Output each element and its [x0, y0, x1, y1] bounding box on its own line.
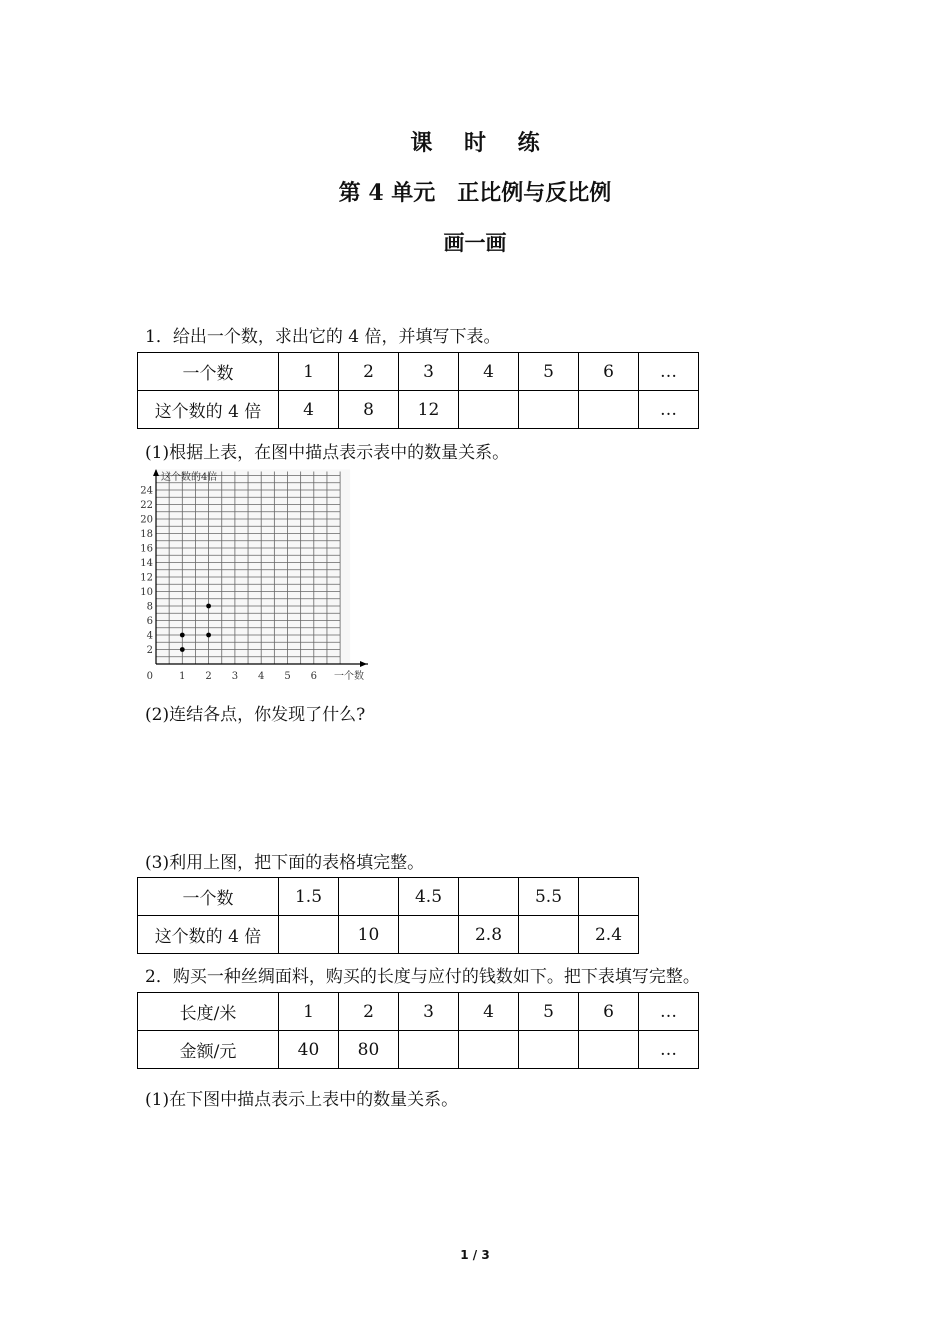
- question-1-sub-1: (1)根据上表，在图中描点表示表中的数量关系。: [145, 443, 510, 463]
- table-cell: [519, 916, 579, 954]
- table-cell: [399, 1031, 459, 1069]
- data-point: [180, 633, 185, 638]
- x-axis-arrow: [360, 661, 367, 667]
- table-cell: 这个数的 4 倍: [138, 391, 279, 429]
- page-title: 课 时 练: [410, 130, 540, 156]
- table-cell: [579, 391, 639, 429]
- x-tick-label: 4: [258, 671, 265, 682]
- table-cell: …: [639, 1031, 699, 1069]
- table-cell: 3: [399, 993, 459, 1031]
- table-cell: 6: [579, 993, 639, 1031]
- origin-label: 0: [146, 671, 153, 682]
- table-cell: 3: [399, 353, 459, 391]
- table-cell: 5: [519, 993, 579, 1031]
- x-tick-label: 2: [205, 671, 212, 682]
- table-cell: 2.4: [579, 916, 639, 954]
- x-tick-label: 3: [231, 671, 239, 682]
- table-cell: 2: [339, 353, 399, 391]
- table-cell: 长度/米: [138, 993, 279, 1031]
- table-row: [138, 1031, 699, 1069]
- table-cell: 4: [459, 353, 519, 391]
- y-tick-label: 18: [140, 529, 153, 540]
- table-cell: 40: [279, 1031, 339, 1069]
- table-cell: …: [639, 391, 699, 429]
- table-cell: [339, 878, 399, 916]
- table-cell: 4: [279, 391, 339, 429]
- y-tick-label: 24: [140, 485, 153, 497]
- question-2-text: 2．购买一种丝绸面料，购买的长度与应付的钱数如下。把下表填写完整。: [145, 967, 700, 987]
- table-cell: 5.5: [519, 878, 579, 916]
- x-tick-label: 6: [310, 671, 317, 682]
- y-tick-label: 2: [146, 645, 153, 656]
- question-1-table: [137, 352, 699, 429]
- x-axis-label: 一个数: [334, 671, 364, 682]
- question-1-text: 1．给出一个数，求出它的 4 倍，并填写下表。: [145, 327, 501, 347]
- question-2-table: [137, 992, 699, 1069]
- table-cell: [579, 1031, 639, 1069]
- lesson-title: 画一画: [443, 230, 507, 255]
- y-tick-label: 14: [140, 558, 153, 569]
- table-cell: 一个数: [138, 878, 279, 916]
- unit-title: 第 4 单元 正比例与反比例: [338, 180, 612, 206]
- table-cell: [579, 878, 639, 916]
- y-tick-label: 16: [140, 543, 153, 555]
- question-1-sub-2: (2)连结各点，你发现了什么?: [145, 705, 366, 725]
- page-number: 1 / 3: [460, 1248, 490, 1262]
- y-axis-label: 这个数的4倍: [161, 472, 218, 483]
- y-tick-label: 4: [146, 630, 153, 642]
- table-cell: [519, 391, 579, 429]
- table-cell: 4.5: [399, 878, 459, 916]
- table-cell: 10: [339, 916, 399, 954]
- table-cell: 8: [339, 391, 399, 429]
- table-cell: 一个数: [138, 353, 279, 391]
- table-cell: [459, 391, 519, 429]
- table-cell: 1: [279, 993, 339, 1031]
- table-cell: 12: [399, 391, 459, 429]
- table-cell: [279, 916, 339, 954]
- question-1-table-2: [137, 877, 639, 954]
- table-cell: 1: [279, 353, 339, 391]
- table-cell: 1.5: [279, 878, 339, 916]
- x-tick-label: 5: [284, 671, 291, 682]
- table-row: [138, 916, 639, 954]
- data-point: [206, 604, 211, 609]
- table-cell: 2: [339, 993, 399, 1031]
- table-cell: 这个数的 4 倍: [138, 916, 279, 954]
- y-tick-label: 8: [146, 601, 153, 613]
- y-tick-label: 10: [140, 587, 153, 598]
- table-cell: 5: [519, 353, 579, 391]
- x-tick-label: 1: [179, 671, 186, 682]
- table-row: [138, 878, 639, 916]
- y-tick-label: 22: [140, 500, 153, 511]
- table-cell: [519, 1031, 579, 1069]
- table-cell: 80: [339, 1031, 399, 1069]
- data-point: [206, 633, 211, 638]
- table-cell: [459, 1031, 519, 1069]
- table-cell: 金额/元: [138, 1031, 279, 1069]
- question-1-sub-3: (3)利用上图，把下面的表格填完整。: [145, 853, 425, 873]
- table-cell: …: [639, 993, 699, 1031]
- table-cell: 2.8: [459, 916, 519, 954]
- coordinate-grid-chart: [138, 466, 378, 688]
- table-cell: [399, 916, 459, 954]
- y-tick-label: 20: [140, 514, 153, 526]
- question-2-sub-1: (1)在下图中描点表示上表中的数量关系。: [145, 1090, 459, 1110]
- table-row: [138, 353, 699, 391]
- y-tick-label: 6: [146, 616, 153, 627]
- table-cell: 4: [459, 993, 519, 1031]
- table-row: [138, 993, 699, 1031]
- table-cell: 6: [579, 353, 639, 391]
- data-point: [180, 647, 185, 652]
- table-row: [138, 391, 699, 429]
- table-cell: …: [639, 353, 699, 391]
- y-tick-label: 12: [140, 572, 153, 584]
- table-cell: [459, 878, 519, 916]
